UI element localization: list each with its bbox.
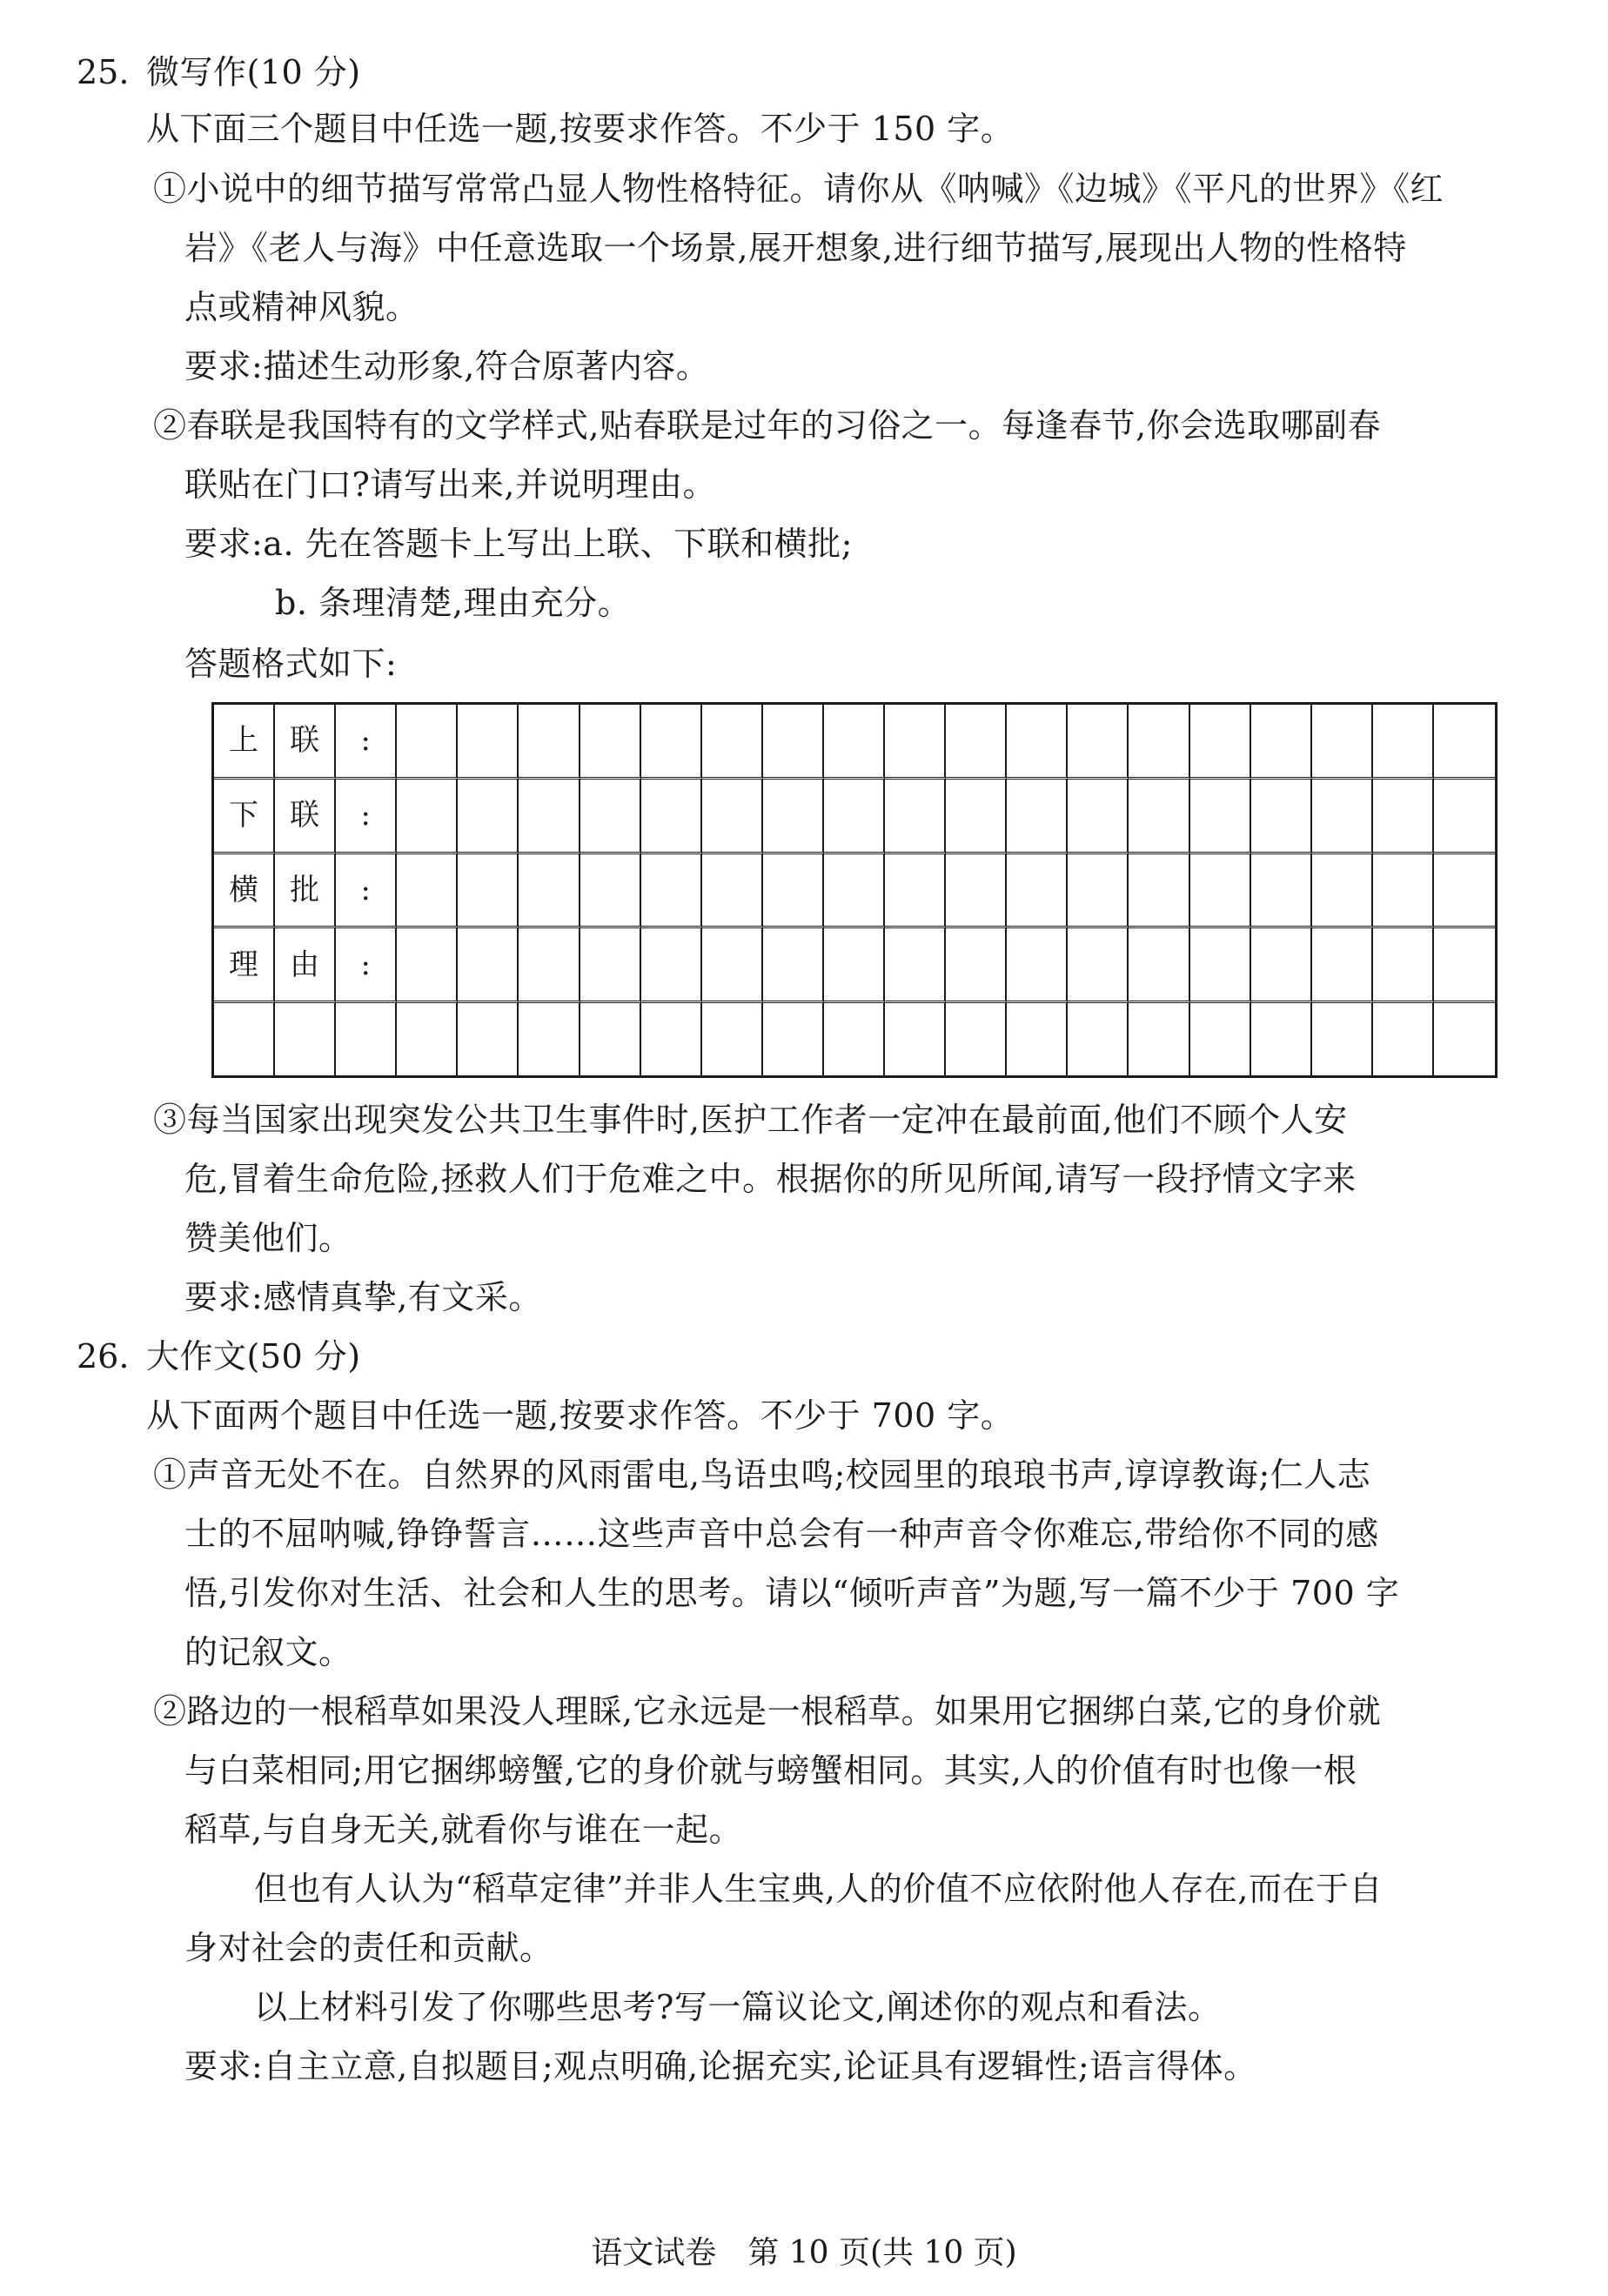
answer-format-grid <box>211 702 1497 1078</box>
grid-blank-cell <box>1251 780 1312 854</box>
grid-blank-cell <box>702 854 763 929</box>
grid-row-lower-couplet <box>214 780 1495 854</box>
grid-blank-cell <box>885 928 946 1003</box>
grid-blank-cell <box>946 705 1007 780</box>
grid-blank-cell <box>519 705 580 780</box>
grid-blank-cell <box>946 780 1007 854</box>
q25-opt2-line-2: 联贴在门口?请写出来,并说明理由。 <box>184 465 716 504</box>
q25-opt3-line-2: 危,冒着生命危险,拯救人们于危难之中。根据你的所见所闻,请写一段抒情文字来 <box>184 1160 1357 1198</box>
grid-blank-cell <box>1007 854 1068 929</box>
grid-blank-cell <box>1251 928 1312 1003</box>
grid-blank-cell <box>1190 705 1251 780</box>
q26-opt2-line-3: 稻草,与自身无关,就看你与谁在一起。 <box>184 1811 743 1849</box>
grid-blank-cell <box>458 1003 519 1075</box>
q25-format-label: 答题格式如下: <box>184 645 398 683</box>
q26-opt2-para2-line-1: 但也有人认为“稻草定律”并非人生宝典,人的价值不应依附他人存在,而在于自 <box>254 1870 1384 1908</box>
grid-blank-cell <box>1312 854 1373 929</box>
grid-blank-cell <box>519 1003 580 1075</box>
grid-blank-cell <box>1434 705 1495 780</box>
page-footer: 语文试卷 第 10 页(共 10 页) <box>591 2235 1017 2271</box>
q26-title: 大作文(50 分) <box>146 1337 361 1376</box>
grid-blank-cell <box>580 854 641 929</box>
grid-blank-cell <box>1312 928 1373 1003</box>
grid-blank-cell <box>641 1003 702 1075</box>
q25-opt1-requirement: 要求:描述生动形象,符合原著内容。 <box>184 347 710 385</box>
q25-opt1-line-2: 岩》《老人与海》中任意选取一个场景,展开想象,进行细节描写,展现出人物的性格特 <box>184 229 1407 267</box>
grid-blank-cell <box>702 1003 763 1075</box>
grid-blank-cell <box>763 1003 824 1075</box>
grid-blank-cell <box>1251 1003 1312 1075</box>
q26-opt2-requirement: 要求:自主立意,自拟题目;观点明确,论据充实,论证具有逻辑性;语言得体。 <box>184 2047 1257 2085</box>
grid-blank-cell <box>519 928 580 1003</box>
grid-blank-cell <box>702 780 763 854</box>
grid-blank-cell <box>1129 1003 1189 1075</box>
grid-blank-cell <box>946 854 1007 929</box>
grid-colon: : <box>336 854 397 929</box>
grid-blank-cell <box>519 780 580 854</box>
grid-label-char: 理 <box>214 928 275 1003</box>
grid-blank-cell <box>1434 928 1495 1003</box>
grid-blank-cell <box>397 854 458 929</box>
q26-opt1-line-4: 的记叙文。 <box>184 1633 352 1671</box>
grid-blank-cell <box>641 705 702 780</box>
grid-blank-cell <box>946 928 1007 1003</box>
grid-blank-cell <box>580 780 641 854</box>
q25-opt2-requirement-b: b. 条理清楚,理由充分。 <box>275 584 632 622</box>
grid-blank-cell <box>824 705 885 780</box>
q25-opt1-line-1: ①小说中的细节描写常常凸显人物性格特征。请你从《呐喊》《边城》《平凡的世界》《红 <box>153 170 1444 208</box>
grid-row-blank <box>214 1003 1495 1075</box>
q26-opt1-line-3: 悟,引发你对生活、社会和人生的思考。请以“倾听声音”为题,写一篇不少于 700 字 <box>184 1574 1400 1612</box>
grid-colon: : <box>336 705 397 780</box>
q26-intro: 从下面两个题目中任选一题,按要求作答。不少于 700 字。 <box>146 1396 1015 1435</box>
q26-opt2-para3: 以上材料引发了你哪些思考?写一篇议论文,阐述你的观点和看法。 <box>254 1988 1222 2026</box>
grid-blank-cell <box>1129 705 1189 780</box>
grid-blank-cell <box>763 928 824 1003</box>
grid-blank-cell <box>580 1003 641 1075</box>
grid-blank-cell <box>1251 854 1312 929</box>
q25-opt3-line-1: ③每当国家出现突发公共卫生事件时,医护工作者一定冲在最前面,他们不顾个人安 <box>153 1101 1348 1139</box>
grid-label-char: 上 <box>214 705 275 780</box>
grid-label-char: 下 <box>214 780 275 854</box>
grid-blank-cell <box>1312 780 1373 854</box>
q26-opt2-line-2: 与白菜相同;用它捆绑螃蟹,它的身价就与螃蟹相同。其实,人的价值有时也像一根 <box>184 1751 1357 1790</box>
grid-label-char: 批 <box>275 854 336 929</box>
grid-blank-cell <box>824 854 885 929</box>
q25-opt3-line-3: 赞美他们。 <box>184 1219 352 1257</box>
grid-blank-cell <box>1434 854 1495 929</box>
grid-blank-cell <box>641 780 702 854</box>
grid-blank-cell <box>397 928 458 1003</box>
grid-blank-cell <box>1373 705 1434 780</box>
grid-blank-cell <box>1007 928 1068 1003</box>
grid-blank-cell <box>1312 705 1373 780</box>
grid-blank-cell <box>458 780 519 854</box>
q25-number: 25. <box>77 53 130 91</box>
grid-label-char: 由 <box>275 928 336 1003</box>
grid-blank-cell <box>1007 1003 1068 1075</box>
grid-blank-cell <box>1373 928 1434 1003</box>
q25-title: 微写作(10 分) <box>146 53 361 91</box>
grid-blank-cell <box>1007 705 1068 780</box>
grid-blank-cell <box>1129 928 1189 1003</box>
grid-blank-cell <box>214 1003 275 1075</box>
grid-blank-cell <box>1068 928 1129 1003</box>
grid-blank-cell <box>458 854 519 929</box>
q26-opt1-line-1: ①声音无处不在。自然界的风雨雷电,鸟语虫鸣;校园里的琅琅书声,谆谆教诲;仁人志 <box>153 1456 1371 1494</box>
grid-blank-cell <box>763 705 824 780</box>
grid-blank-cell <box>824 1003 885 1075</box>
q25-opt1-line-3: 点或精神风貌。 <box>184 288 419 326</box>
grid-blank-cell <box>763 854 824 929</box>
grid-blank-cell <box>1068 780 1129 854</box>
grid-blank-cell <box>275 1003 336 1075</box>
grid-blank-cell <box>1068 705 1129 780</box>
grid-blank-cell <box>1373 854 1434 929</box>
grid-blank-cell <box>885 705 946 780</box>
q25-opt2-line-1: ②春联是我国特有的文学样式,贴春联是过年的习俗之一。每逢春节,你会选取哪副春 <box>153 406 1382 445</box>
q26-number: 26. <box>77 1337 130 1376</box>
grid-blank-cell <box>1434 780 1495 854</box>
grid-blank-cell <box>641 928 702 1003</box>
grid-label-char: 联 <box>275 780 336 854</box>
q25-opt2-requirement-a: 要求:a. 先在答题卡上写出上联、下联和横批; <box>184 525 853 563</box>
grid-blank-cell <box>641 854 702 929</box>
grid-blank-cell <box>1007 780 1068 854</box>
grid-blank-cell <box>1190 780 1251 854</box>
q25-opt3-requirement: 要求:感情真挚,有文采。 <box>184 1278 542 1316</box>
grid-blank-cell <box>1251 705 1312 780</box>
grid-blank-cell <box>1373 1003 1434 1075</box>
grid-row-reason <box>214 928 1495 1003</box>
grid-row-upper-couplet <box>214 705 1495 780</box>
grid-blank-cell <box>824 780 885 854</box>
grid-blank-cell <box>458 928 519 1003</box>
grid-blank-cell <box>1068 1003 1129 1075</box>
grid-colon: : <box>336 780 397 854</box>
q25-intro: 从下面三个题目中任选一题,按要求作答。不少于 150 字。 <box>146 110 1015 148</box>
grid-blank-cell <box>397 780 458 854</box>
grid-blank-cell <box>824 928 885 1003</box>
grid-blank-cell <box>336 1003 397 1075</box>
grid-blank-cell <box>1190 928 1251 1003</box>
grid-label-char: 横 <box>214 854 275 929</box>
grid-blank-cell <box>1312 1003 1373 1075</box>
grid-blank-cell <box>946 1003 1007 1075</box>
grid-blank-cell <box>519 854 580 929</box>
grid-blank-cell <box>1190 1003 1251 1075</box>
grid-blank-cell <box>580 705 641 780</box>
grid-blank-cell <box>397 1003 458 1075</box>
grid-row-horizontal-scroll <box>214 854 1495 929</box>
grid-blank-cell <box>1373 780 1434 854</box>
grid-blank-cell <box>1068 854 1129 929</box>
grid-blank-cell <box>885 1003 946 1075</box>
q26-opt1-line-2: 士的不屈呐喊,铮铮誓言……这些声音中总会有一种声音令你难忘,带给你不同的感 <box>184 1515 1379 1553</box>
q26-opt2-para2-line-2: 身对社会的责任和贡献。 <box>184 1929 553 1967</box>
grid-blank-cell <box>1129 780 1189 854</box>
grid-colon: : <box>336 928 397 1003</box>
grid-blank-cell <box>580 928 641 1003</box>
grid-blank-cell <box>458 705 519 780</box>
grid-blank-cell <box>702 705 763 780</box>
grid-blank-cell <box>1434 1003 1495 1075</box>
q26-opt2-line-1: ②路边的一根稻草如果没人理睬,它永远是一根稻草。如果用它捆绑白菜,它的身价就 <box>153 1692 1382 1730</box>
grid-blank-cell <box>702 928 763 1003</box>
grid-blank-cell <box>885 854 946 929</box>
grid-blank-cell <box>1129 854 1189 929</box>
grid-blank-cell <box>885 780 946 854</box>
grid-blank-cell <box>763 780 824 854</box>
grid-label-char: 联 <box>275 705 336 780</box>
grid-blank-cell <box>397 705 458 780</box>
grid-blank-cell <box>1190 854 1251 929</box>
